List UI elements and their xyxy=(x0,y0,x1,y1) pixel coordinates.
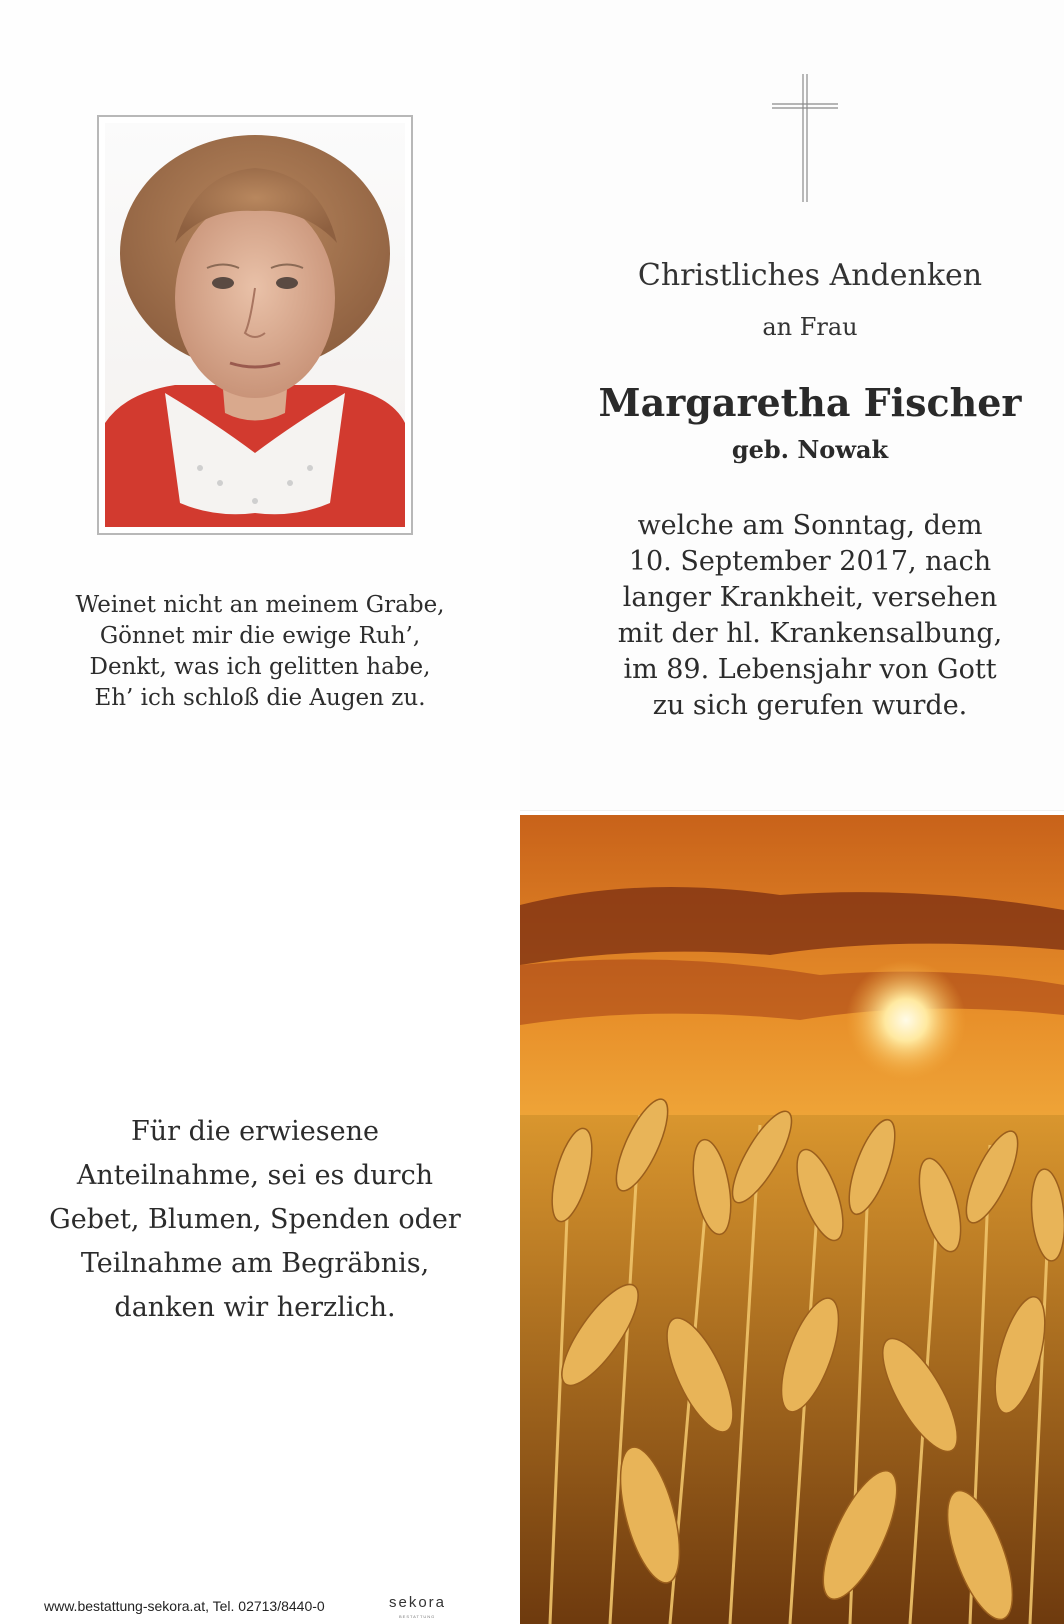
obituary-line: 10. September 2017, nach xyxy=(628,546,992,577)
portrait-panel xyxy=(0,0,520,810)
obituary-line: mit der hl. Krankensalbung, xyxy=(617,618,1003,649)
heading: Christliches Andenken xyxy=(637,258,983,293)
obituary-line: welche am Sonntag, dem xyxy=(637,510,983,541)
portrait-frame xyxy=(97,115,413,535)
obituary-line: im 89. Lebensjahr von Gott xyxy=(623,654,997,685)
sekora-logo-subtext: BESTATTUNG xyxy=(399,1614,436,1619)
poem-line: Eh’ ich schloß die Augen zu. xyxy=(94,685,426,711)
poem-line: Denkt, was ich gelitten habe, xyxy=(89,654,431,680)
portrait-illustration xyxy=(105,123,405,527)
thanks-line: Für die erwiesene xyxy=(131,1116,379,1147)
salutation: an Frau xyxy=(762,313,858,341)
thanks-line: Gebet, Blumen, Spenden oder xyxy=(49,1204,461,1235)
poem xyxy=(0,590,520,714)
footer-contact: www.bestattung-sekora.at, Tel. 02713/8440-0 xyxy=(44,1598,325,1614)
thanks-line: Anteilnahme, sei es durch xyxy=(76,1160,434,1191)
thanks-line: Teilnahme am Begräbnis, xyxy=(80,1248,430,1279)
thanks-text xyxy=(0,1110,510,1330)
obituary-line: zu sich gerufen wurde. xyxy=(652,690,968,721)
maiden-name: geb. Nowak xyxy=(731,435,889,464)
thanks-line: danken wir herzlich. xyxy=(114,1292,396,1323)
obituary-line: langer Krankheit, versehen xyxy=(622,582,998,613)
wheat-field-image xyxy=(520,815,1064,1624)
deceased-name: Margaretha Fischer xyxy=(598,380,1022,425)
portrait-photo xyxy=(105,123,405,527)
sekora-logo: sekora xyxy=(389,1594,447,1611)
wheat-sunset-illustration xyxy=(520,815,1064,1624)
poem-line: Gönnet mir die ewige Ruh’, xyxy=(99,623,421,649)
poem-line: Weinet nicht an meinem Grabe, xyxy=(75,592,445,618)
obituary-text xyxy=(575,508,1045,724)
cross-icon xyxy=(770,72,840,204)
